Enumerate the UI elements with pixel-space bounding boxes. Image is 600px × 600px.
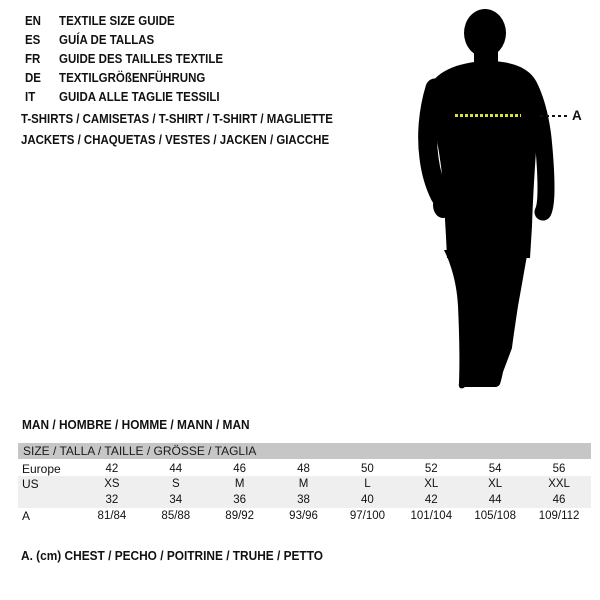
size-cell: XL [399, 476, 463, 492]
language-label: TEXTILE SIZE GUIDE [59, 14, 175, 28]
size-cell: 89/92 [225, 510, 255, 522]
size-cell: 81/84 [97, 510, 127, 522]
measure-callout-line [540, 115, 567, 117]
size-cell: 105/108 [474, 510, 516, 522]
size-cell: 36 [208, 492, 272, 508]
language-row [25, 88, 223, 107]
size-cell: 93/96 [289, 510, 318, 522]
size-cell: 54 [488, 462, 502, 475]
table-header-cell: SIZE / TALLA / TAILLE / GRÖSSE / TAGLIA [18, 443, 591, 460]
language-label: GUÍA DE TALLAS [59, 33, 155, 47]
language-row [25, 12, 223, 31]
size-cell: 32 [80, 492, 144, 508]
size-cell: XXL [527, 476, 591, 492]
language-code: DE [25, 71, 41, 85]
size-cell: 101/104 [410, 510, 453, 522]
size-cell: 52 [424, 462, 438, 475]
size-cell: 97/100 [349, 510, 386, 522]
table-row [18, 476, 591, 492]
category-line: JACKETS / CHAQUETAS / VESTES / JACKEN / GIACCHE [21, 131, 330, 147]
size-cell: 85/88 [161, 510, 191, 522]
table-row [18, 492, 591, 508]
size-cell: M [272, 476, 336, 492]
size-cell: 48 [297, 462, 310, 475]
chest-measure-line [455, 114, 521, 117]
language-row [25, 69, 223, 88]
size-cell: 44 [463, 492, 527, 508]
size-table-body [18, 443, 591, 524]
row-label: Europe [22, 461, 61, 476]
size-cell: 44 [169, 462, 183, 475]
size-cell: 34 [144, 492, 208, 508]
size-cell: XS [80, 476, 144, 492]
category-line: T-SHIRTS / CAMISETAS / T-SHIRT / T-SHIRT / MAGLIETTE [21, 111, 333, 126]
language-code: EN [25, 14, 41, 28]
category-list [21, 109, 375, 150]
size-cell: 46 [527, 492, 591, 508]
measurement-figure [402, 6, 600, 396]
language-row [25, 31, 223, 50]
language-label: GUIDA ALLE TAGLIE TESSILI [59, 90, 220, 104]
size-cell: 50 [361, 462, 374, 475]
table-row [18, 460, 591, 476]
size-cell: 46 [233, 462, 247, 475]
language-code: ES [25, 33, 41, 47]
language-list [25, 12, 240, 107]
size-cell: 42 [399, 492, 463, 508]
footnote: A. (cm) CHEST / PECHO / POITRINE / TRUHE / PETTO [21, 549, 323, 563]
language-row [25, 50, 223, 69]
row-label: US [18, 476, 80, 492]
language-code: IT [25, 90, 36, 104]
measure-label: A [572, 108, 582, 123]
size-table [18, 443, 591, 524]
size-cell: XL [463, 476, 527, 492]
language-code: FR [25, 52, 41, 66]
size-cell: M [208, 476, 272, 492]
size-cell: S [144, 476, 208, 492]
table-row [18, 508, 591, 524]
size-cell: L [336, 476, 400, 492]
size-cell: 109/112 [538, 510, 580, 522]
row-label [18, 492, 80, 508]
language-label: GUIDE DES TAILLES TEXTILE [59, 52, 224, 66]
size-cell: 40 [336, 492, 400, 508]
language-label: TEXTILGRÖßENFÜHRUNG [59, 71, 206, 85]
table-header-row [18, 443, 591, 460]
man-silhouette-icon [402, 6, 600, 396]
size-cell: 38 [272, 492, 336, 508]
row-label: A [22, 509, 31, 523]
section-title: MAN / HOMBRE / HOMME / MANN / MAN [22, 418, 250, 432]
size-cell: 42 [105, 462, 119, 475]
size-cell: 56 [552, 462, 566, 475]
